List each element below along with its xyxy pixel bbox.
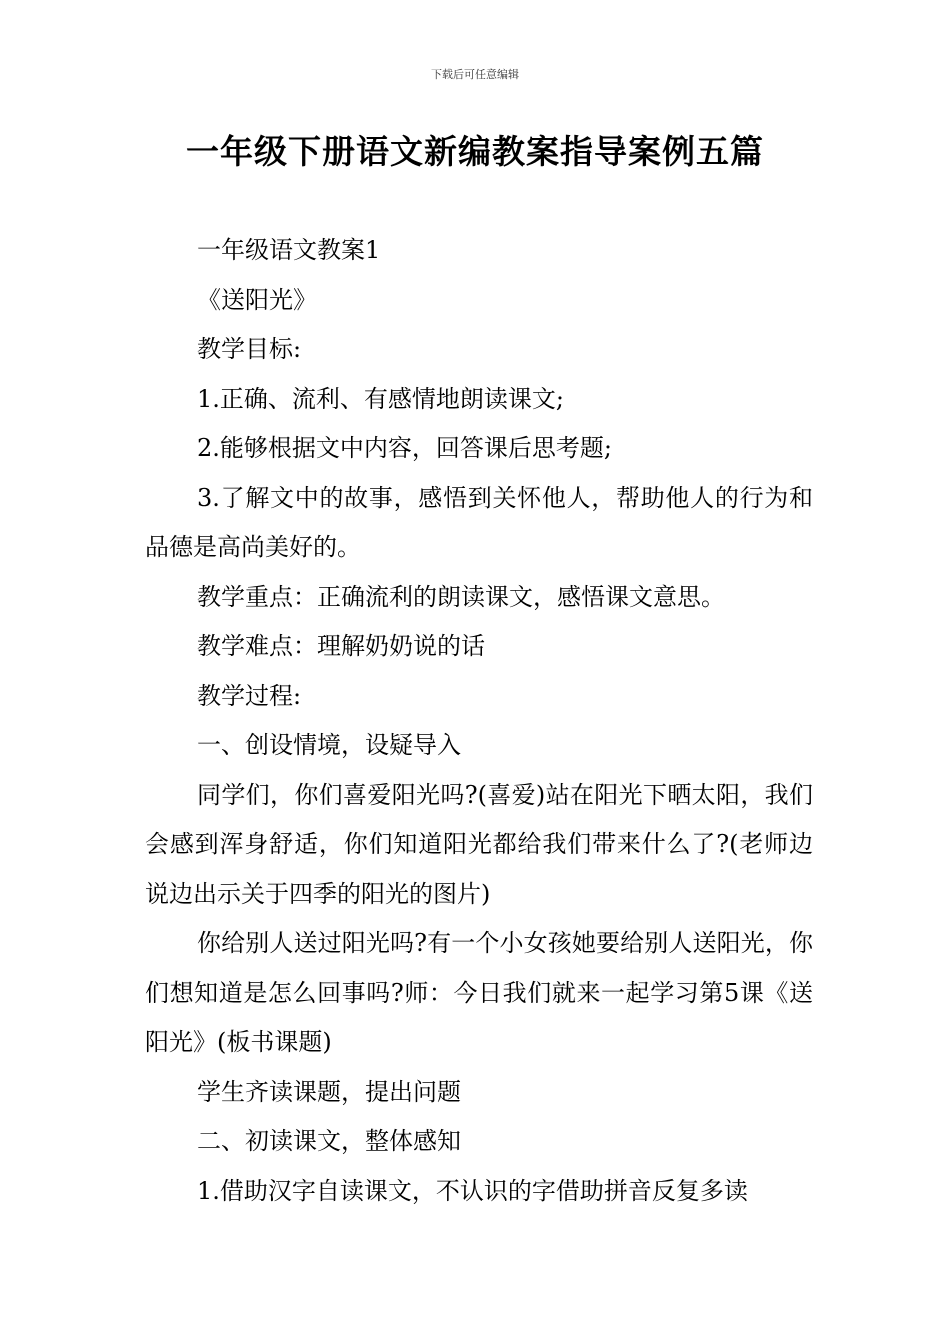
paragraph-section-2-heading: 二、初读课文，整体感知 [197,1127,461,1155]
paragraph-lesson-heading: 一年级语文教案1 [197,236,381,264]
paragraph-key-point: 教学重点：正确流利的朗读课文，感悟课文意思。 [197,582,725,611]
paragraph-lesson-title: 《送阳光》 [197,285,317,314]
paragraph-goal-2: 2.能够根据文中内容，回答课后思考题; [197,434,612,462]
paragraph-goal-3: 3.了解文中的故事，感悟到关怀他人，帮助他人的行为和品德是高尚美好的。 [145,483,813,561]
paragraph-intro-story: 你给别人送过阳光吗?有一个小女孩她要给别人送阳光，你们想知道是怎么回事吗?师：今日我们就来一起学习第5课《送阳光》(板书课题) [145,929,813,1056]
paragraph-process-heading: 教学过程: [197,681,302,710]
paragraph-read-title: 学生齐读课题，提出问题 [197,1077,461,1106]
document-title: 一年级下册语文新编教案指导案例五篇 [186,132,764,171]
paragraph-goal-1: 1.正确、流利、有感情地朗读课文; [197,384,564,413]
paragraph-difficulty: 教学难点：理解奶奶说的话 [197,632,485,660]
header-note: 下载后可任意编辑 [431,68,519,81]
paragraph-goals-heading: 教学目标: [197,335,302,363]
document-body [145,226,813,1216]
paragraph-step-1: 1.借助汉字自读课文，不认识的字借助拼音反复多读 [197,1176,748,1205]
paragraph-intro-question: 同学们，你们喜爱阳光吗?(喜爱)站在阳光下晒太阳，我们会感到浑身舒适，你们知道阳光都给我们带来什么了?(老师边说边出示关于四季的阳光的图片) [145,780,813,908]
paragraph-section-1-heading: 一、创设情境，设疑导入 [197,731,461,759]
